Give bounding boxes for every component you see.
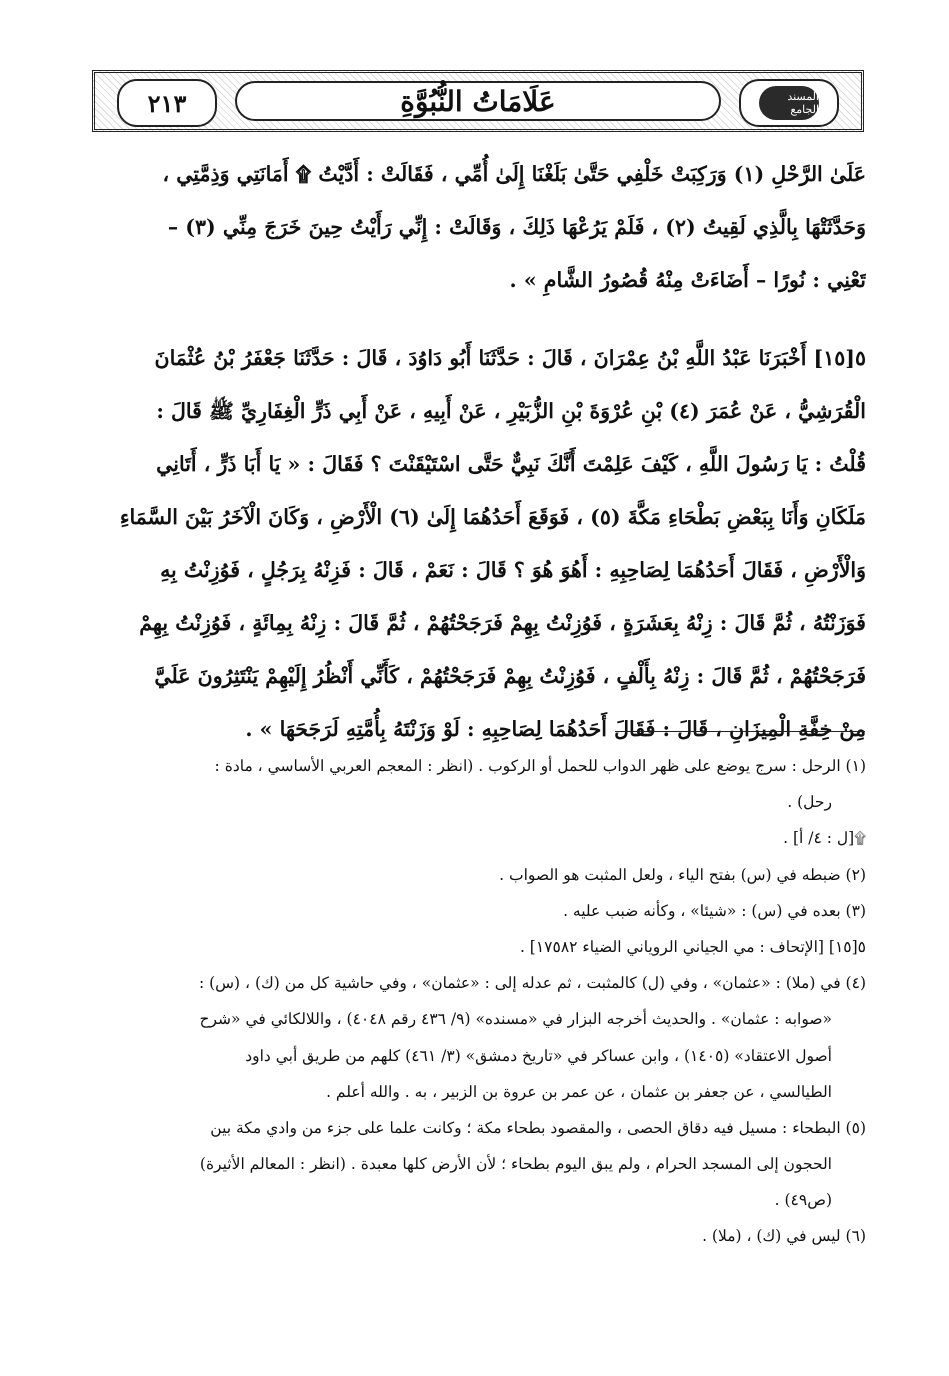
footnotes xyxy=(86,748,866,1255)
text-line: وَحَدَّثَتْهَا بِالَّذِي لَقِيتُ (٢) ، فَلَمْ يَرُعْهَا ذَلِكَ ، وَقَالَتْ : إِنِّي رَأَيْتُ حِينَ خَرَجَ مِنِّي (٣) – xyxy=(167,215,866,239)
chapter-title: عَلَامَاتُ النُّبُوَّةِ xyxy=(400,84,556,118)
footnote-line: رحل) . xyxy=(787,793,832,812)
emblem-box xyxy=(739,79,839,127)
footnote-line: أصول الاعتقاد» (١٤٠٥) ، وابن عساكر في «تاريخ دمشق» (٣/ ٤٦١) كلهم من طريق أبي داود xyxy=(245,1046,832,1065)
footnote-separator xyxy=(615,731,865,732)
footnote-line: (٣) بعده في (س) : «شيئا» ، وكأنه ضبب عليه . xyxy=(563,901,866,920)
text-line: قُلْتُ : يَا رَسُولَ اللَّهِ ، كَيْفَ عَلِمْتَ أَنَّكَ نَبِيٌّ حَتَّى اسْتَيْقَنْتَ ؟ فَقَالَ : « يَا أَبَا ذَرٍّ ، أَتَانِي xyxy=(156,452,866,476)
text-line: عَلَىٰ الرَّحْلِ (١) وَرَكِبَتْ خَلْفِي حَتَّىٰ بَلَغْنَا إِلَىٰ أُمِّي ، فَقَالَتْ : أَدَّيْتُ ۩ أَمَانَتِي وَذِمَّتِي ، xyxy=(162,162,866,186)
paragraph-gap xyxy=(86,307,866,332)
text-line: فَرَجَحْتُهُمْ ، ثُمَّ قَالَ : زِنْهُ بِأَلْفٍ ، فَوُزِنْتُ بِهِمْ فَرَجَحْتُهُمْ ، كَأَنِّي أَنْظُرُ إِلَيْهِمْ يَنْتَثِرُونَ عَلَيَّ xyxy=(154,664,866,688)
title-cartouche xyxy=(235,81,721,121)
footnote-line: (١) الرحل : سرج يوضع على ظهر الدواب للحمل أو الركوب . (انظر : المعجم العربي الأساسي ، مادة : xyxy=(214,757,866,775)
footnote-line: (٤) في (ملا) : «عثمان» ، وفي (ل) كالمثبت ، ثم عدله إلى : «عثمان» ، وفي حاشية كل من (ك) ، (س) : xyxy=(198,974,866,993)
main-text xyxy=(86,148,866,756)
text-line: وَالْأَرْضِ ، فَقَالَ أَحَدُهُمَا لِصَاحِبِهِ : أَهُوَ هُوَ ؟ قَالَ : نَعَمْ ، قَالَ : فَزِنْهُ بِرَجُلٍ ، فَوُزِنْتُ بِهِ xyxy=(160,558,866,582)
text-line: فَوَزَنْتُهُ ، ثُمَّ قَالَ : زِنْهُ بِعَشَرَةٍ ، فَوُزِنْتُ بِهِمْ فَرَجَحْتُهُمْ ، ثُمَّ قَالَ : زِنْهُ بِمِائَةٍ ، فَوُزِنْتُ بِهِمْ xyxy=(139,611,866,635)
page-number-box xyxy=(117,79,217,127)
publisher-emblem-icon: المسند الجامع xyxy=(759,86,819,120)
text-line: تَعْنِي : نُورًا – أَضَاءَتْ مِنْهُ قُصُورُ الشَّامِ » . xyxy=(509,268,866,292)
footnote-line: (٥) البطحاء : مسيل فيه دقاق الحصى ، والمقصود بطحاء مكة ؛ وكانت علما على جزء من وادي مكة بين xyxy=(210,1118,866,1137)
footnote-line: ٥[١٥] [الإتحاف : مي الجياني الروياني الضياء ١٧٥٨٢] . xyxy=(519,937,866,956)
footnote-line: (ص٤٩) . xyxy=(774,1191,832,1210)
text-line: مَلَكَانِ وَأَنَا بِبَعْضِ بَطْحَاءِ مَكَّةَ (٥) ، فَوَقَعَ أَحَدُهُمَا إِلَىٰ (٦) الْأَرْضِ ، وَكَانَ الْآخَرُ بَيْنَ السَّمَاءِ xyxy=(119,505,866,529)
footnote-line: الحجون إلى المسجد الحرام ، ولم يبق اليوم بطحاء ؛ لأن الأرض كلها معبدة . (انظر : المعالم الأثيرة) xyxy=(199,1155,832,1174)
page-header xyxy=(92,70,864,132)
page-number: ٢١٣ xyxy=(147,88,187,118)
text-line: مِنْ خِفَّةِ الْمِيزَانِ ، قَالَ : فَقَالَ أَحَدُهُمَا لِصَاحِبِهِ : لَوْ وَزَنْتَهُ بِأُمَّتِهِ لَرَجَحَهَا » . xyxy=(245,717,866,741)
footnote-line: (٦) ليس في (ك) ، (ملا) . xyxy=(702,1227,866,1246)
hadith-15-line: ٥[١٥] أَخْبَرَنَا عَبْدُ اللَّهِ بْنُ عِمْرَانَ ، قَالَ : حَدَّثَنَا أَبُو دَاوُدَ ، قَالَ : حَدَّثَنَا جَعْفَرُ بْنُ عُثْمَانَ xyxy=(154,346,866,370)
footnote-line: الطيالسي ، عن جعفر بن عثمان ، عن عمر بن عروة بن الزبير ، به . والله أعلم . xyxy=(326,1082,832,1101)
footnote-line: (٢) ضبطه في (س) بفتح الياء ، ولعل المثبت هو الصواب . xyxy=(499,865,866,884)
footnote-line: ۩[ل : ٤/ أ] . xyxy=(783,829,866,848)
footnote-line: «صوابه : عثمان» . والحديث أخرجه البزار في «مسنده» (٩/ ٤٣٦ رقم ٤٠٤٨) ، واللالكائي في «شرح xyxy=(199,1010,832,1029)
text-line: الْقُرَشِيُّ ، عَنْ عُمَرَ (٤) بْنِ عُرْوَةَ بْنِ الزُّبَيْرِ ، عَنْ أَبِيهِ ، عَنْ أَبِي ذَرٍّ الْغِفَارِيِّ ﷺ قَالَ : xyxy=(156,399,866,423)
